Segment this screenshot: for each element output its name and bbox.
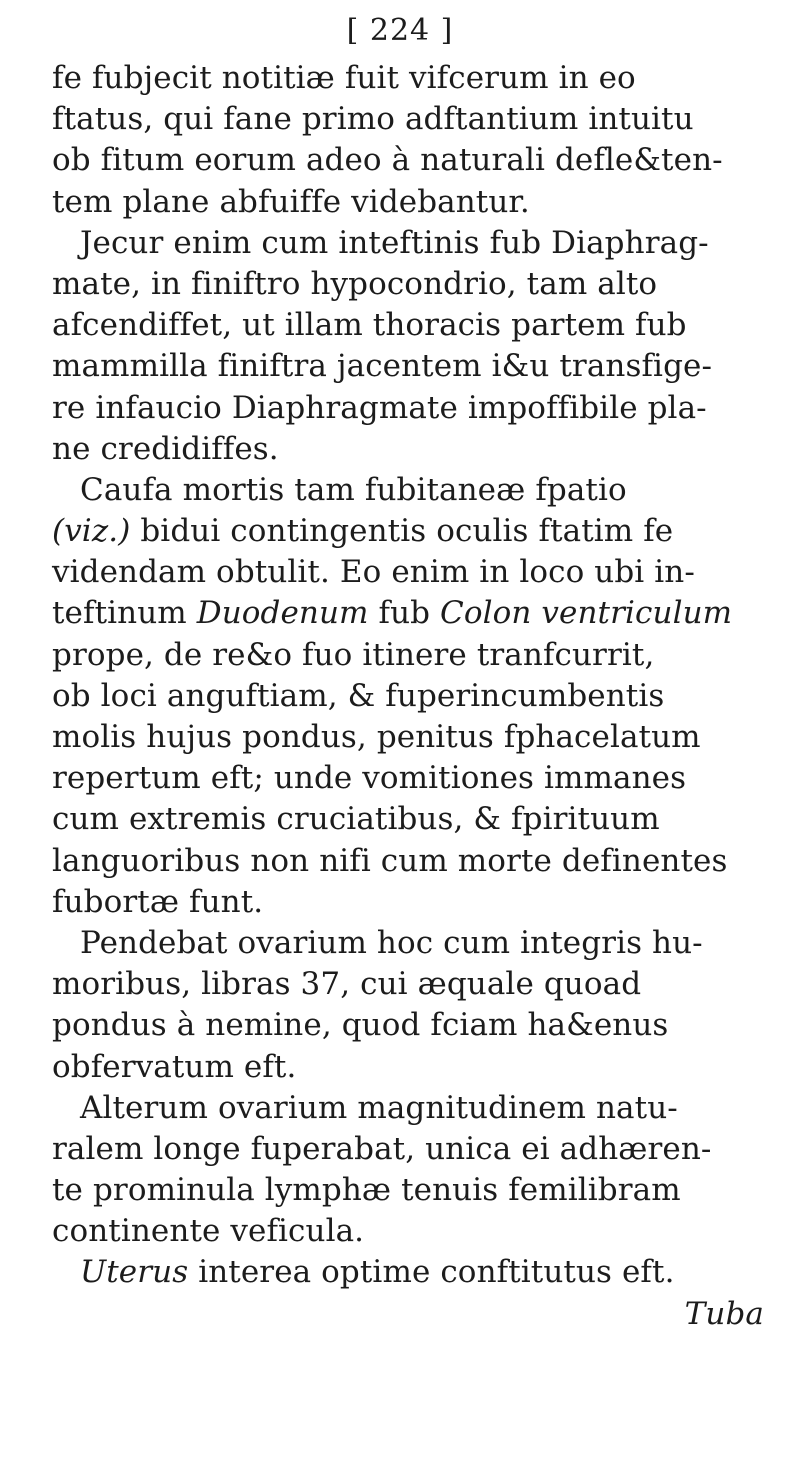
text-segment: ftatus, qui fane primo adftantium intuitu [52,101,694,138]
text-line [52,58,772,99]
text-line [52,1294,772,1335]
text-segment: Jecur enim cum inteftinis fub Diaphrag- [80,224,709,261]
text-segment: bidui contingentis oculis ftatim fe [130,513,674,550]
text-segment: teftinum [52,595,197,632]
text-line [52,388,772,429]
text-segment: languoribus non nifi cum morte definentes [52,842,728,879]
text-line [52,717,772,758]
text-line [52,182,772,223]
text-segment: fubortæ funt. [52,883,264,920]
text-line [52,552,772,593]
text-line [52,635,772,676]
text-segment: interea optime conftitutus eft. [188,1254,675,1291]
text-segment: cum extremis cruciatibus, & fpirituum [52,801,660,838]
text-line [52,223,772,264]
text-segment: repertum eft; unde vomitiones immanes [52,760,687,797]
text-line [52,264,772,305]
text-segment: afcendiffet, ut illam thoracis partem fub [52,307,687,344]
text-line [52,799,772,840]
body-text [52,58,772,1335]
text-segment: Pendebat ovarium hoc cum integris hu- [80,924,703,961]
text-line [52,758,772,799]
text-line [52,964,772,1005]
text-segment: continente veficula. [52,1213,365,1250]
text-line [52,923,772,964]
text-segment: fub [368,595,441,632]
text-segment: mate, in finiftro hypocondrio, tam alto [52,265,658,302]
text-segment: fe fubjecit notitiæ fuit vifcerum in eo [52,60,636,96]
text-segment: obfervatum eft. [52,1048,297,1085]
text-line [52,1211,772,1252]
text-line [52,841,772,882]
text-segment: re infaucio Diaphragmate impoffibile pla- [52,389,707,426]
text-line [52,305,772,346]
text-segment: ralem longe fuperabat, unica ei adhæren- [52,1130,712,1167]
italic-text-segment: Tuba [684,1295,764,1332]
italic-text-segment: (viz.) [52,513,131,550]
italic-text-segment: Uterus [80,1254,189,1291]
text-line [52,1088,772,1129]
text-line [52,1005,772,1046]
text-line [52,1129,772,1170]
text-line [52,470,772,511]
text-segment: mammilla finiftra jacentem i&u transfige- [52,348,713,385]
page-number: [ 224 ] [346,13,454,48]
text-line [52,429,772,470]
text-segment: ne credidiffes. [52,430,279,467]
text-line [52,882,772,923]
text-segment: Caufa mortis tam fubitaneæ fpatio [80,471,627,508]
text-segment: ob fitum eorum adeo à naturali defle&ten- [52,142,723,179]
text-segment: moribus, libras 37, cui æquale quoad [52,966,642,1003]
text-line [52,676,772,717]
text-segment: tem plane abfuiffe videbantur. [52,183,530,220]
text-segment: videndam obtulit. Eo enim in loco ubi in- [52,554,695,591]
italic-text-segment: Duodenum [196,595,369,632]
text-segment: te prominula lymphæ tenuis femilibram [52,1172,681,1209]
text-segment: molis hujus pondus, penitus fphacelatum [52,719,701,755]
text-line [52,99,772,140]
text-line [52,1252,772,1293]
text-line [52,1170,772,1211]
text-segment: Alterum ovarium magnitudinem natu- [80,1089,678,1126]
text-segment: pondus à nemine, quod fciam ha&enus [52,1007,669,1044]
text-line [52,593,772,634]
text-line [52,346,772,387]
text-line [52,511,772,552]
text-segment: ob loci anguftiam, & fuperincumbentis [52,677,665,714]
text-segment: prope, de re&o fuo itinere tranfcurrit, [52,636,655,673]
text-line [52,1047,772,1088]
text-line [52,140,772,181]
italic-text-segment: Colon ventriculum [440,595,733,632]
